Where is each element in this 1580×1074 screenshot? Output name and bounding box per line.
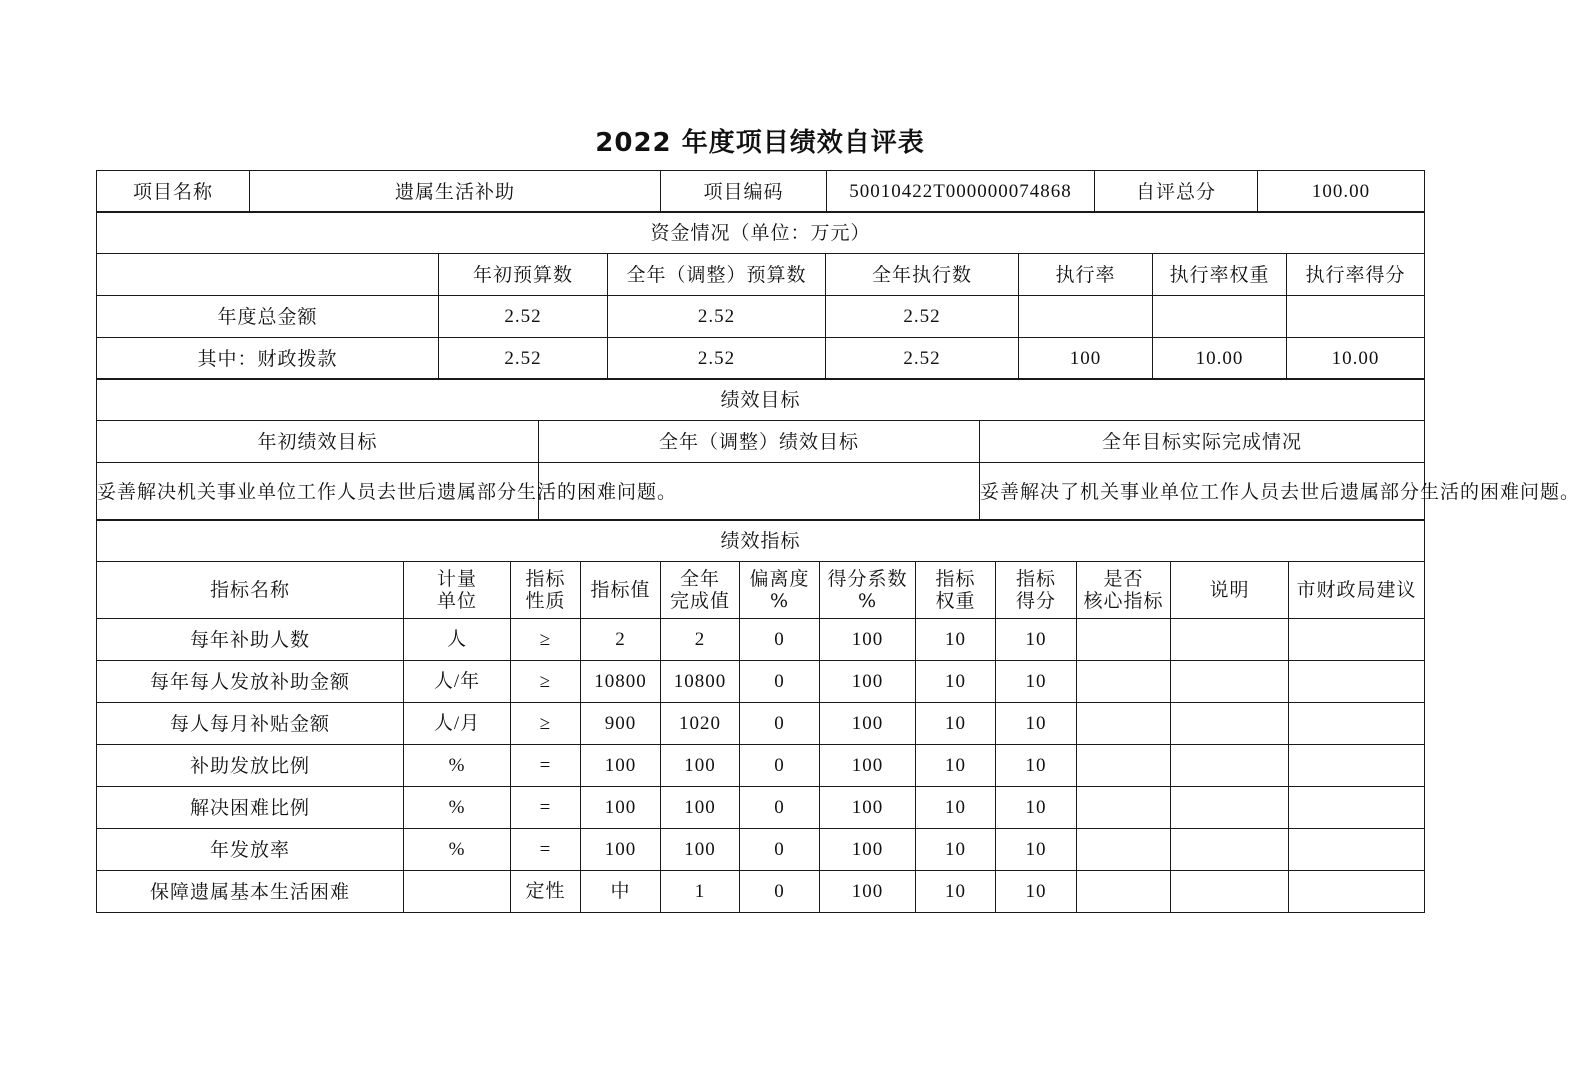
indicator-core-cell	[1077, 661, 1171, 703]
indicator-actual-cell: 100	[661, 829, 740, 871]
funds-cell: 2.52	[826, 296, 1019, 338]
indicator-note-cell	[1171, 871, 1289, 913]
indicator-nature-cell: ≥	[511, 661, 581, 703]
indicator-deviation-cell: 0	[740, 829, 820, 871]
indicators-section-title: 绩效指标	[97, 520, 1425, 562]
indicator-coef-cell: 100	[820, 661, 916, 703]
funds-header-cell: 全年执行数	[826, 254, 1019, 296]
funds-header-cell: 年初预算数	[439, 254, 608, 296]
indicator-core-cell	[1077, 745, 1171, 787]
project-name-label: 项目名称	[97, 171, 250, 213]
indicator-unit-cell: %	[404, 745, 511, 787]
indicator-actual-cell: 10800	[661, 661, 740, 703]
indicator-header-name: 指标名称	[97, 562, 404, 619]
self-score-label: 自评总分	[1095, 171, 1258, 213]
indicator-header-coef: 得分系数 %	[820, 562, 916, 619]
indicator-nature-cell: 定性	[511, 871, 581, 913]
table-row	[97, 787, 1425, 829]
funds-header-cell: 全年（调整）预算数	[608, 254, 826, 296]
funds-header-row	[97, 254, 1425, 296]
table-row	[97, 829, 1425, 871]
indicator-nature-cell: =	[511, 745, 581, 787]
funds-table	[96, 211, 1425, 380]
indicator-target-cell: 100	[581, 787, 661, 829]
indicator-score-cell: 10	[996, 661, 1077, 703]
funds-cell: 2.52	[608, 296, 826, 338]
indicators-header-row	[97, 562, 1425, 619]
indicator-unit-cell: 人/年	[404, 661, 511, 703]
goal-initial: 妥善解决机关事业单位工作人员去世后遗属部分生活的困难问题。	[97, 463, 539, 521]
indicator-advice-cell	[1289, 871, 1425, 913]
indicator-coef-cell: 100	[820, 787, 916, 829]
indicator-note-cell	[1171, 787, 1289, 829]
indicator-weight-cell: 10	[916, 703, 996, 745]
indicator-target-cell: 100	[581, 829, 661, 871]
indicator-deviation-cell: 0	[740, 871, 820, 913]
indicator-actual-cell: 100	[661, 787, 740, 829]
indicator-weight-cell: 10	[916, 829, 996, 871]
indicator-note-cell	[1171, 703, 1289, 745]
table-row	[97, 703, 1425, 745]
indicator-score-cell: 10	[996, 787, 1077, 829]
indicator-name-cell: 每年补助人数	[97, 619, 404, 661]
indicator-advice-cell	[1289, 829, 1425, 871]
indicator-advice-cell	[1289, 619, 1425, 661]
funds-cell: 2.52	[439, 296, 608, 338]
indicator-header-score: 指标 得分	[996, 562, 1077, 619]
indicator-header-note: 说明	[1171, 562, 1289, 619]
table-row	[97, 661, 1425, 703]
indicator-target-cell: 2	[581, 619, 661, 661]
indicator-note-cell	[1171, 829, 1289, 871]
funds-header-blank	[97, 254, 439, 296]
funds-section-title: 资金情况（单位：万元）	[97, 212, 1425, 254]
goals-section-title: 绩效目标	[97, 379, 1425, 421]
funds-cell	[1287, 296, 1425, 338]
indicator-target-cell: 10800	[581, 661, 661, 703]
indicator-actual-cell: 100	[661, 745, 740, 787]
indicator-rows	[97, 619, 1425, 913]
funds-cell: 100	[1019, 338, 1153, 380]
funds-cell: 2.52	[439, 338, 608, 380]
project-name-value: 遗属生活补助	[250, 171, 661, 213]
project-code-value: 50010422T000000074868	[827, 171, 1095, 213]
self-score-value: 100.00	[1258, 171, 1425, 213]
indicator-advice-cell	[1289, 745, 1425, 787]
indicator-score-cell: 10	[996, 871, 1077, 913]
page-title: 2022 年度项目绩效自评表	[595, 128, 925, 158]
table-row	[97, 745, 1425, 787]
funds-header-cell: 执行率得分	[1287, 254, 1425, 296]
funds-cell: 10.00	[1153, 338, 1287, 380]
indicator-target-cell: 100	[581, 745, 661, 787]
funds-row-label: 年度总金额	[97, 296, 439, 338]
indicator-header-weight: 指标 权重	[916, 562, 996, 619]
indicator-nature-cell: ≥	[511, 619, 581, 661]
indicator-core-cell	[1077, 829, 1171, 871]
indicator-name-cell: 保障遗属基本生活困难	[97, 871, 404, 913]
indicator-name-cell: 补助发放比例	[97, 745, 404, 787]
funds-header-cell: 执行率	[1019, 254, 1153, 296]
funds-cell: 10.00	[1287, 338, 1425, 380]
indicator-header-target: 指标值	[581, 562, 661, 619]
indicator-score-cell: 10	[996, 703, 1077, 745]
indicator-name-cell: 每人每月补贴金额	[97, 703, 404, 745]
indicator-header-nature: 指标 性质	[511, 562, 581, 619]
funds-cell: 2.52	[826, 338, 1019, 380]
indicator-core-cell	[1077, 787, 1171, 829]
indicator-core-cell	[1077, 871, 1171, 913]
indicator-note-cell	[1171, 661, 1289, 703]
indicator-unit-cell: %	[404, 829, 511, 871]
goals-value-row	[97, 463, 1425, 521]
indicator-unit-cell: 人	[404, 619, 511, 661]
indicator-coef-cell: 100	[820, 829, 916, 871]
indicator-advice-cell	[1289, 661, 1425, 703]
project-info-table	[96, 170, 1425, 213]
funds-cell	[1019, 296, 1153, 338]
indicator-nature-cell: ≥	[511, 703, 581, 745]
indicator-deviation-cell: 0	[740, 787, 820, 829]
indicator-name-cell: 每年每人发放补助金额	[97, 661, 404, 703]
table-row	[97, 619, 1425, 661]
indicator-target-cell: 中	[581, 871, 661, 913]
indicator-name-cell: 年发放率	[97, 829, 404, 871]
indicator-coef-cell: 100	[820, 703, 916, 745]
indicator-note-cell	[1171, 745, 1289, 787]
indicator-weight-cell: 10	[916, 787, 996, 829]
goals-header-cell: 全年（调整）绩效目标	[539, 421, 980, 463]
indicator-nature-cell: =	[511, 787, 581, 829]
project-info-row	[97, 171, 1425, 213]
indicator-weight-cell: 10	[916, 619, 996, 661]
indicator-deviation-cell: 0	[740, 745, 820, 787]
indicator-core-cell	[1077, 619, 1171, 661]
indicator-deviation-cell: 0	[740, 619, 820, 661]
indicator-header-advice: 市财政局建议	[1289, 562, 1425, 619]
project-code-label: 项目编码	[661, 171, 827, 213]
indicator-deviation-cell: 0	[740, 661, 820, 703]
indicator-unit-cell	[404, 871, 511, 913]
funds-cell	[1153, 296, 1287, 338]
indicator-core-cell	[1077, 703, 1171, 745]
indicator-unit-cell: %	[404, 787, 511, 829]
table-row	[97, 871, 1425, 913]
indicator-actual-cell: 2	[661, 619, 740, 661]
indicator-score-cell: 10	[996, 829, 1077, 871]
funds-cell: 2.52	[608, 338, 826, 380]
indicator-actual-cell: 1020	[661, 703, 740, 745]
indicator-advice-cell	[1289, 703, 1425, 745]
goals-header-row	[97, 421, 1425, 463]
indicator-header-deviation: 偏离度 %	[740, 562, 820, 619]
indicator-coef-cell: 100	[820, 745, 916, 787]
indicator-advice-cell	[1289, 787, 1425, 829]
indicator-coef-cell: 100	[820, 871, 916, 913]
indicator-deviation-cell: 0	[740, 703, 820, 745]
goals-table	[96, 378, 1580, 521]
funds-header-cell: 执行率权重	[1153, 254, 1287, 296]
indicator-score-cell: 10	[996, 745, 1077, 787]
indicator-header-core: 是否 核心指标	[1077, 562, 1171, 619]
indicator-actual-cell: 1	[661, 871, 740, 913]
indicator-score-cell: 10	[996, 619, 1077, 661]
goal-actual: 妥善解决了机关事业单位工作人员去世后遗属部分生活的困难问题。	[980, 463, 1425, 521]
indicator-note-cell	[1171, 619, 1289, 661]
indicator-weight-cell: 10	[916, 745, 996, 787]
funds-row-total	[97, 296, 1425, 338]
funds-row-label: 其中：财政拨款	[97, 338, 439, 380]
indicator-unit-cell: 人/月	[404, 703, 511, 745]
goals-header-cell: 年初绩效目标	[97, 421, 539, 463]
indicator-name-cell: 解决困难比例	[97, 787, 404, 829]
goals-header-cell: 全年目标实际完成情况	[980, 421, 1425, 463]
indicator-weight-cell: 10	[916, 871, 996, 913]
indicator-header-actual: 全年 完成值	[661, 562, 740, 619]
indicator-nature-cell: =	[511, 829, 581, 871]
indicator-weight-cell: 10	[916, 661, 996, 703]
indicator-coef-cell: 100	[820, 619, 916, 661]
indicator-target-cell: 900	[581, 703, 661, 745]
indicator-header-unit: 计量 单位	[404, 562, 511, 619]
funds-row-fiscal	[97, 338, 1425, 380]
indicators-table	[96, 519, 1425, 913]
